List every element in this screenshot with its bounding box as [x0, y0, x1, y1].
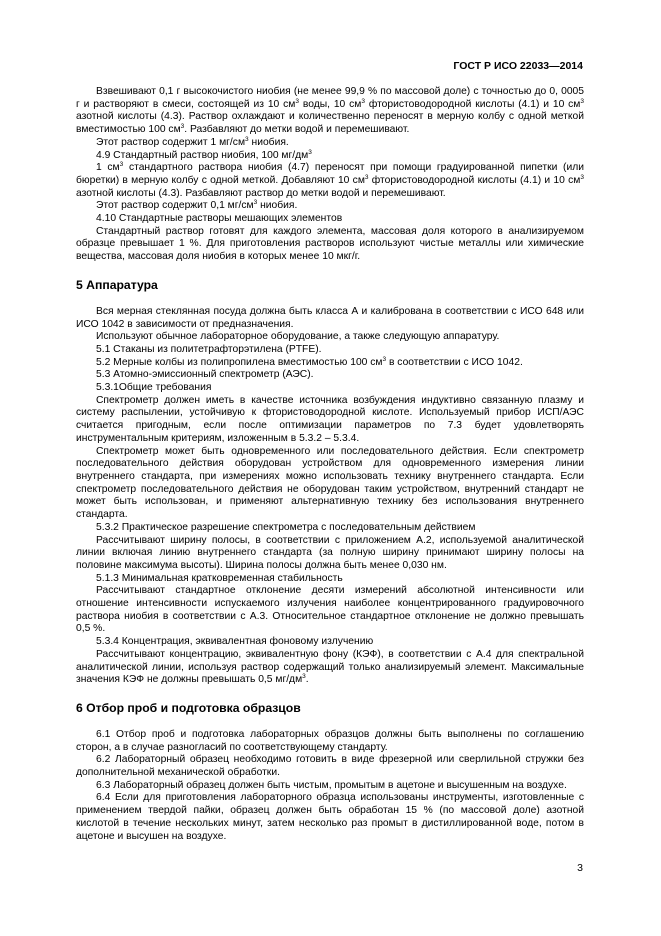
- page-number: 3: [577, 862, 583, 874]
- paragraph: Этот раствор содержит 0,1 $мг/см^3$ ниобия.: [96, 199, 298, 212]
- paragraph: Используют обычное лабораторное оборудование, а также следующую аппаратуру.: [96, 331, 500, 343]
- subsection-heading: 5.1.3 Минимальная кратковременная стабильность: [96, 572, 343, 584]
- list-item: 5.2 Мерные колбы из полипропилена вместимостью 100 $см^3$ в соответствии с ИСО 1042.: [96, 355, 523, 368]
- paragraph: Рассчитывают концентрацию, эквивалентную фону (КЭФ), в соответствии с А.4 для спектральной аналитической линии, используя раствор содержащий только анализируемый элемент. Максимальные значения КЭФ не должны превышать 0,5 $мг/дм^3$.: [76, 648, 584, 686]
- page-body: [76, 86, 584, 843]
- list-item: 5.1 Стаканы из политетрафторэтилена (PTFE).: [96, 343, 322, 355]
- section-heading-6: 6 Отбор проб и подготовка образцов: [76, 700, 301, 715]
- subsection-heading: 5.3.1Общие требования: [96, 382, 212, 394]
- paragraph: Вся мерная стеклянная посуда должна быть класса А и калибрована в соответствии с ИСО 648 или ИСО 1042 в зависимости от предназначения.: [76, 305, 584, 330]
- paragraph: Стандартный раствор готовят для каждого элемента, массовая доля которого в анализируемом образце превышает 1 %. Для приготовления растворов используют чистые металлы или химические вещества, массовая доля ниобия в которых менее 10 мкг/г.: [76, 225, 584, 263]
- paragraph: Спектрометр может быть одновременного или последовательного действия. Если спектрометр последовательного действия оборудован устройством для одновременного измерения линии внутреннего стандарта, при измерениях можно использовать технику внутреннего стандарта. Если спектрометр последовательного действия не оборудован таким устройством, внутренний стандарт не может быть использован, и применяют альтернативную технику без использования внутреннего стандарта.: [76, 445, 584, 521]
- subsection-heading: 4.9 Стандартный раствор ниобия, 100 $мг/дм^3$: [96, 148, 312, 161]
- paragraph: Рассчитывают стандартное отклонение десяти измерений абсолютной интенсивности или отношение интенсивности испускаемого излучения наиболее концентрированного градуировочного раствора ниобия в соответствии с А.3. Относительное стандартное отклонение не должно превышать 0,5 %.: [76, 585, 584, 635]
- paragraph: 6.4 Если для приготовления лабораторного образца использованы инструменты, изготовленные с применением твердой пайки, образец должен быть обработан 15 % (по массовой доле) азотной кислотой в течение нескольких минут, затем несколько раз промыт в дистиллированной воде, потом в ацетоне и высушен на воздухе.: [76, 792, 584, 842]
- list-item: 5.3 Атомно-эмиссионный спектрометр (АЭС).: [96, 369, 314, 381]
- paragraph: Рассчитывают ширину полосы, в соответствии с приложением А.2, используемой аналитической линии включая линию внутреннего стандарта (за полную ширину принимают ширину полосы на половине максимума высоты). Ширина полосы должна быть менее 0,030 нм.: [76, 534, 584, 571]
- paragraph: Спектрометр должен иметь в качестве источника возбуждения индуктивно связанную плазму и систему распылении, устойчивую к фтористоводородной кислоте. Используемый прибор ИСП/АЭС считается пригодным, если после оптимизации параметров по 7.3 будет удовлетворять инструментальным критериям, изложенным в 5.3.2 – 5.3.4.: [76, 394, 584, 444]
- paragraph: Этот раствор содержит 1 $мг/см^3$ ниобия.: [96, 135, 289, 148]
- subsection-heading: 4.10 Стандартные растворы мешающих элементов: [96, 213, 343, 225]
- paragraph: 1 $см^3$ стандартного раствора ниобия (4.7) переносят при помощи градуированной пипетки (или бюретки) в мерную колбу с одной меткой. Добавляют 10 $см^3$ фтористоводородной кислоты (4.1) и 10 $см^3$ азотной кислоты (4.3). Разбавляют раствор до метки водой и перемешивают.: [76, 161, 585, 199]
- paragraph: 6.1 Отбор проб и подготовка лабораторных образцов должны быть выполнены по соглашению сторон, а в случае разногласий по соответствующему стандарту.: [76, 728, 584, 753]
- document-header: ГОСТ Р ИСО 22033—2014: [453, 60, 583, 72]
- subsection-heading: 5.3.4 Концентрация, эквивалентная фоновому излучению: [96, 636, 374, 648]
- paragraph: Взвешивают 0,1 г высокочистого ниобия (не менее 99,9 % по массовой доле) с точностью до 0, 0005 г и растворяют в смеси, состоящей из 10 $см^3$ воды, 10 $см^3$ фтористоводородной кислоты (4.1) и 10 $см^3$ азотной кислоты (4.3). Раствор охлаждают и количественно переносят в мерную колбу с одной меткой вместимостью 100 $см^3$. Разбавляют до метки водой и перемешивают.: [76, 86, 584, 136]
- section-heading-5: 5 Аппаратура: [76, 277, 158, 292]
- subsection-heading: 5.3.2 Практическое разрешение спектрометра с последовательным действием: [96, 521, 476, 533]
- paragraph: 6.3 Лабораторный образец должен быть чистым, промытым в ацетоне и высушенным на воздухе.: [96, 779, 567, 791]
- paragraph: 6.2 Лабораторный образец необходимо готовить в виде фрезерной или сверлильной стружки без дополнительной механической обработки.: [76, 754, 584, 779]
